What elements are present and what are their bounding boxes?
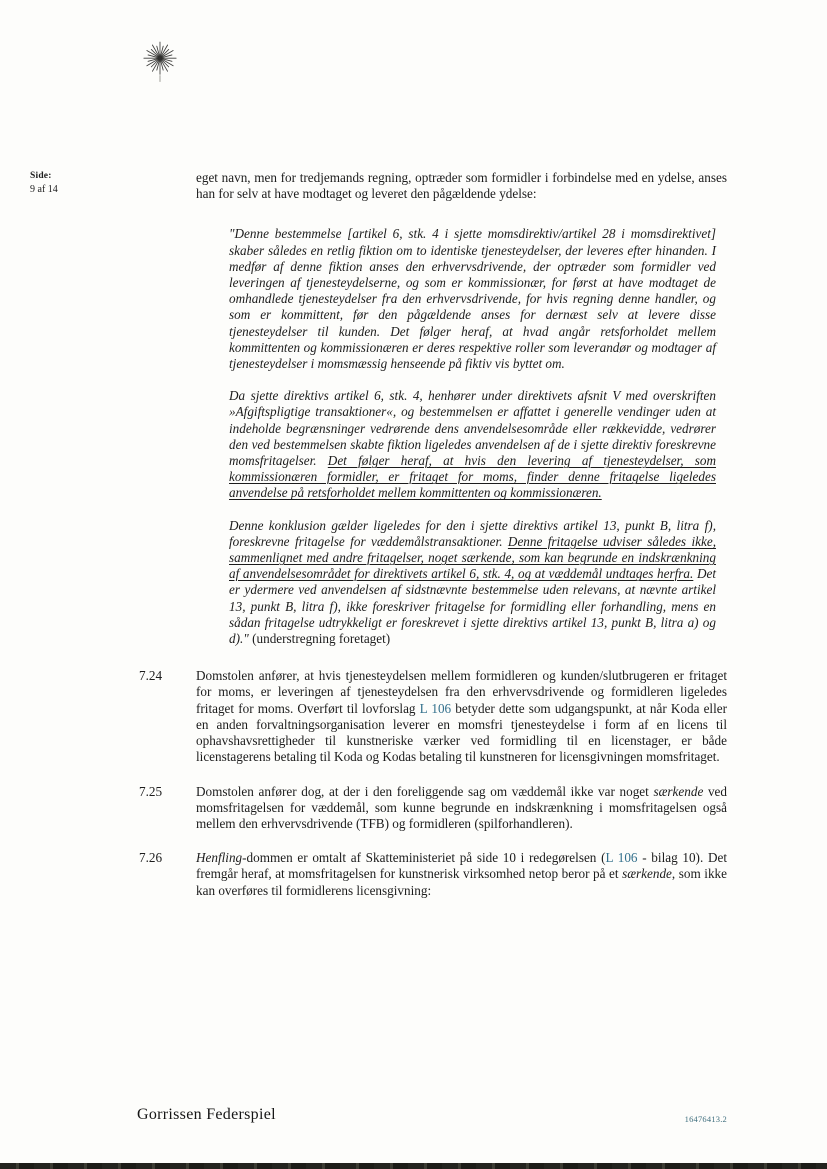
paragraph-text	[196, 850, 727, 899]
firm-name: Gorrissen Federspiel	[137, 1106, 276, 1123]
text-segment: -dommen er omtalt af Skatteministeriet på side 10 i redegørelsen (	[242, 850, 606, 866]
text-segment: Denne konklusion gælder ligeledes for den i sjette direktivs artikel 13, punkt B, litra f), foreskrevne fritagelse for væddemålstransaktioner.	[229, 517, 716, 549]
numbered-paragraph	[139, 850, 727, 899]
text-segment: L 106	[419, 700, 452, 716]
text-segment: (understregning foretaget)	[252, 631, 391, 647]
scan-artifact-bar	[0, 1163, 827, 1169]
side-value: 9 af 14	[30, 184, 58, 195]
quote-paragraph	[229, 518, 716, 648]
starburst-logo-icon	[141, 38, 179, 84]
text-segment: eget navn, men for tredjemands regning, optræder som formidler i forbindelse med en ydelse, anses han for selv at have modtaget og leveret den pågældende ydelse:	[196, 170, 727, 202]
text-segment: L 106	[605, 850, 638, 866]
page-number-block	[30, 170, 58, 196]
paragraph-number: 7.26	[139, 850, 163, 866]
text-segment: betyder dette som udgangspunkt, at når Koda eller en anden forvaltningsorganisation leverer en momsfri tjenesteydelse i form af en licens til ophavshavsrettigheder til kunstneriske værker ved formidling til en licenstager, er både licenstagerens betaling til Koda og Kodas betaling til kunstneren for licensgivningen momsfritaget.	[196, 700, 727, 765]
paragraph-text	[196, 668, 727, 765]
text-segment: , som ikke kan overføres til formidlerens licensgivning:	[196, 866, 727, 898]
text-segment: særkende	[653, 783, 704, 799]
paragraph-text	[196, 784, 727, 833]
text-segment: - bilag 10). Det fremgår heraf, at momsfritagelsen for kunstnerisk virksomhed netop beror på et	[196, 850, 727, 882]
numbered-paragraph	[139, 668, 727, 765]
document-body	[139, 170, 728, 899]
quote-paragraph	[229, 388, 716, 501]
text-segment: Denne fritagelse udviser således ikke, sammenlignet med andre fritagelser, noget særkende, som kan begrunde en indskrænkning af anvendelsesområdet for direktivets artikel 6, stk. 4, og at væddemål undtages herfra.	[229, 533, 716, 582]
text-segment: "Denne bestemmelse [artikel 6, stk. 4 i sjette momsdirektiv/artikel 28 i momsdirektivet] skaber således en retlig fiktion om to identiske tjenesteydelser, der leveres efter hinanden. I medfør af denne fiktion anses den erhvervsdrivende, der optræder som formidler ved leveringen af tjenesteydelserne, og som er kommissionær, for først at have modtaget de omhandlede tjenesteydelser fra den erhvervsdrivende, for hvis regning denne handler, og som er kommittent, før den pågældende anses for dernæst selv at levere disse tjenesteydelser til kunden. Det følger heraf, at hvad angår retsforholdet mellem kommittenten og kommissionæren er deres respektive roller som leverandør og modtager af tjenesteydelser i momsmæssig henseende på fiktiv vis byttet om.	[229, 226, 716, 372]
text-segment: Domstolen anfører dog, at der i den foreliggende sag om væddemål ikke var noget	[196, 783, 654, 799]
numbered-paragraphs	[139, 668, 728, 898]
quote-block	[229, 226, 716, 647]
paragraph-number: 7.24	[139, 668, 163, 684]
document-id: 16476413.2	[684, 1114, 727, 1124]
quote-paragraph	[229, 226, 716, 372]
text-segment: særkende	[622, 866, 672, 882]
side-label: Side:	[30, 171, 52, 181]
text-segment: Da sjette direktivs artikel 6, stk. 4, henhører under direktivets afsnit V med overskriften »Afgiftspligtige transaktioner«, og bestemmelsen er affattet i generelle vendinger uden at indeholde begrænsninger vedrørende dens anvendelsesområde eller rækkevidde, vedrører den ved bestemmelsen skabte fiktion ligeledes anvendelsen af de i sjette direktiv foreskrevne momsfritagelser.	[229, 388, 716, 469]
text-segment: Domstolen anfører, at hvis tjenesteydelsen mellem formidleren og kunden/slutbrugeren er fritaget for moms, er leveringen af tjenesteydelsen fra den erhvervsdrivende og formidleren ligeledes fritaget for moms. Overført til lovforslag	[196, 668, 727, 716]
paragraph-number: 7.25	[139, 783, 163, 799]
intro-paragraph	[196, 170, 727, 202]
text-segment: Henfling	[196, 850, 243, 866]
numbered-paragraph	[139, 783, 728, 833]
text-segment: ved momsfritagelsen for væddemål, som kunne begrunde en indskrænkning i momsfritagelsen også mellem den erhvervsdrivende (TFB) og formidleren (spilforhandleren).	[196, 783, 728, 831]
text-segment: Det følger heraf, at hvis den levering af tjenesteydelser, som kommissionæren formidler, er fritaget for moms, finder denne fritagelse ligeledes anvendelse på retsforholdet mellem kommittenten og kommissionæren.	[229, 453, 717, 501]
text-segment: Det er ydermere ved anvendelsen af sidstnævnte bestemmelse uden relevans, at nævnte artikel 13, punkt B, litra f), ikke foreskriver fritagelse for formidling eller forhandling, mens en sådan fritagelse udtrykkeligt er foreskrevet i sjette direktivs artikel 13, punkt B, litra a) og d)."	[229, 566, 716, 647]
